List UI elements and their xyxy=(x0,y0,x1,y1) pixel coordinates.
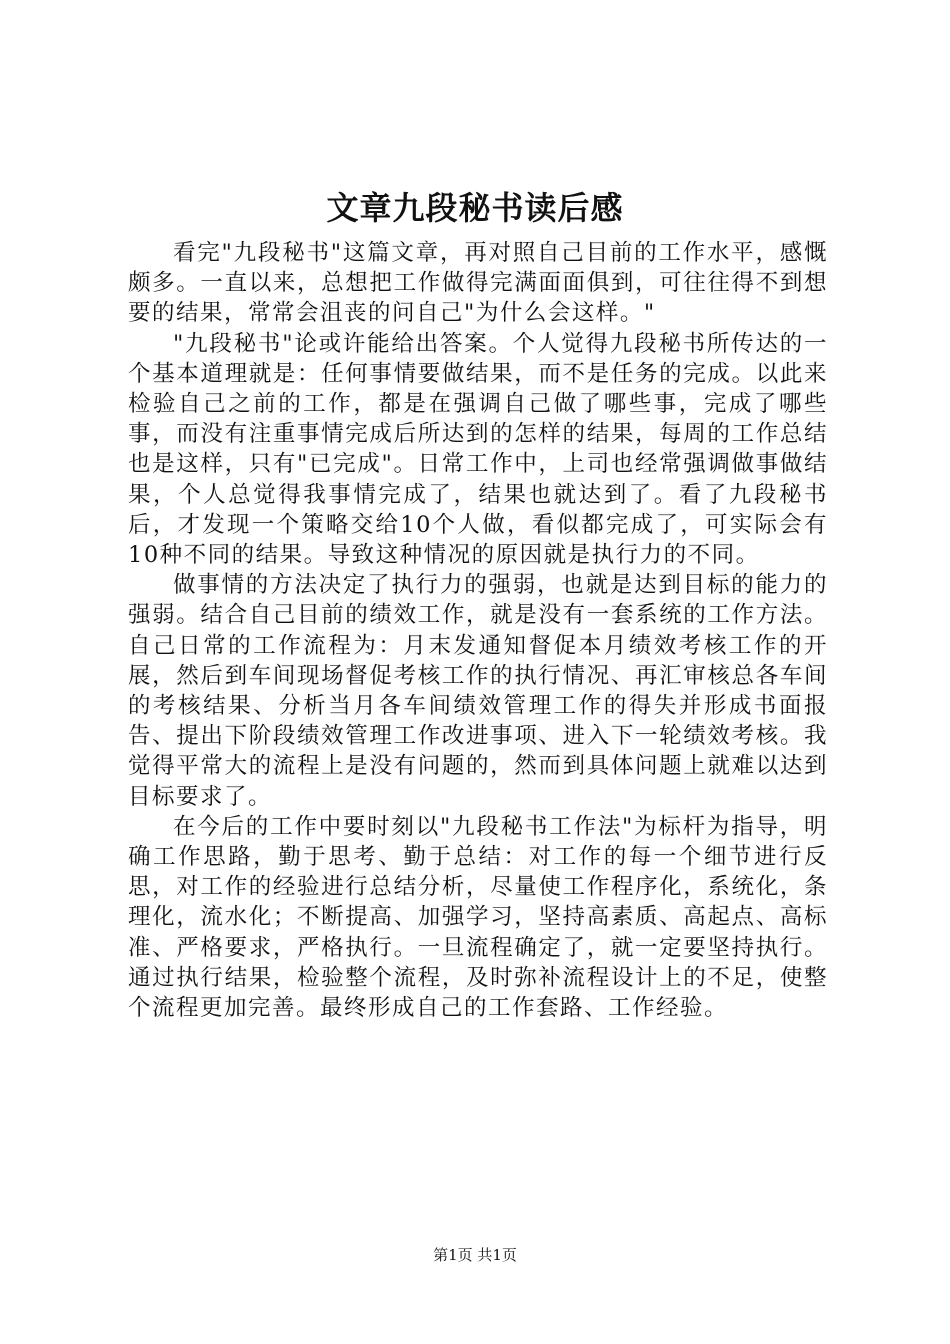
paragraph-3: 做事情的方法决定了执行力的强弱，也就是达到目标的能力的强弱。结合自己目前的绩效工作，就是没有一套系统的工作方法。自己日常的工作流程为：月末发通知督促本月绩效考核工作的开展，然后到车间现场督促考核工作的执行情况、再汇审核总各车间的考核结果、分析当月各车间绩效管理工作的得失并形成书面报告、提出下阶段绩效管理工作改进事项、进入下一轮绩效考核。我觉得平常大的流程上是没有问题的，然而到具体问题上就难以达到目标要求了。 xyxy=(128,572,828,810)
paragraph-4: 在今后的工作中要时刻以"九段秘书工作法"为标杆为指导，明确工作思路，勤于思考、勤于总结：对工作的每一个细节进行反思，对工作的经验进行总结分析，尽量使工作程序化，系统化，条理化，流水化；不断提高、加强学习，坚持高素质、高起点、高标准、严格要求，严格执行。一旦流程确定了，就一定要坚持执行。通过执行结果，检验整个流程，及时弥补流程设计上的不足，使整个流程更加完善。最终形成自己的工作套路、工作经验。 xyxy=(128,813,828,1022)
document-title: 文章九段秘书读后感 xyxy=(326,189,624,227)
document-body xyxy=(128,238,828,1023)
paragraph-1: 看完"九段秘书"这篇文章，再对照自己目前的工作水平，感慨颇多。一直以来，总想把工作做得完满面面俱到，可往往得不到想要的结果，常常会沮丧的问自己"为什么会这样。" xyxy=(128,240,828,327)
paragraph-2: "九段秘书"论或许能给出答案。个人觉得九段秘书所传达的一个基本道理就是：任何事情要做结果，而不是任务的完成。以此来检验自己之前的工作，都是在强调自己做了哪些事，完成了哪些事，而没有注重事情完成后所达到的怎样的结果，每周的工作总结也是这样，只有"已完成"。日常工作中，上司也经常强调做事做结果，个人总觉得我事情完成了，结果也就达到了。看了九段秘书后，才发现一个策略交给10个人做，看似都完成了，可实际会有10种不同的结果。导致这种情况的原因就是执行力的不同。 xyxy=(128,330,828,569)
page-number-footer: 第1页 共1页 xyxy=(433,1246,517,1264)
